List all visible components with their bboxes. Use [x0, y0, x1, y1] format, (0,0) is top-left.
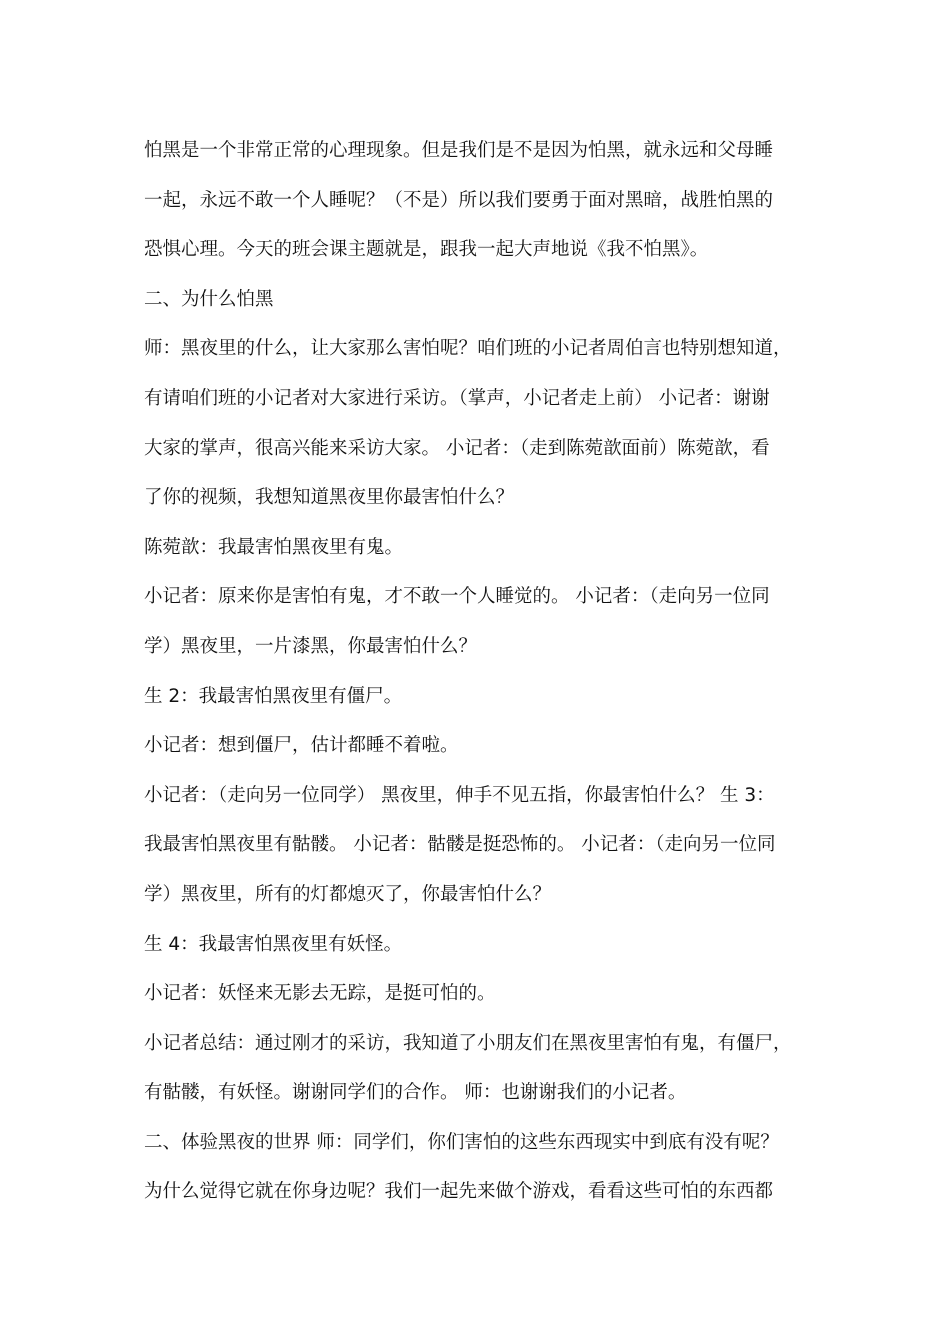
text-line: 学）黑夜里，一片漆黑，你最害怕什么？	[144, 635, 478, 657]
text-line: 生 2：我最害怕黑夜里有僵尸。	[144, 685, 403, 707]
document-body	[144, 126, 824, 1217]
section-heading: 二、体验黑夜的世界 师：同学们，你们害怕的这些东西现实中到底有没有呢？	[144, 1131, 779, 1153]
text-line: 小记者总结：通过刚才的采访，我知道了小朋友们在黑夜里害怕有鬼，有僵尸，	[144, 1032, 792, 1054]
text-line: 恐惧心理。今天的班会课主题就是，跟我一起大声地说《我不怕黑》。	[144, 239, 709, 261]
text-line: 小记者：（走向另一位同学） 黑夜里，伸手不见五指，你最害怕什么？ 生 3：	[144, 784, 775, 806]
text-line: 我最害怕黑夜里有骷髅。 小记者：骷髅是挺恐怖的。 小记者：（走向另一位同	[144, 834, 776, 856]
text-line: 小记者：原来你是害怕有鬼，才不敢一个人睡觉的。 小记者：（走向另一位同	[144, 586, 770, 608]
text-line: 了你的视频，我想知道黑夜里你最害怕什么？	[144, 487, 515, 509]
text-line: 为什么觉得它就在你身边呢？我们一起先来做个游戏，看看这些可怕的东西都	[144, 1181, 774, 1203]
text-line: 小记者：想到僵尸，估计都睡不着啦。	[144, 735, 459, 757]
text-line: 生 4：我最害怕黑夜里有妖怪。	[144, 933, 403, 955]
text-line: 师：黑夜里的什么，让大家那么害怕呢？咱们班的小记者周伯言也特别想知道，	[144, 338, 792, 360]
text-line: 小记者：妖怪来无影去无踪，是挺可怕的。	[144, 983, 496, 1005]
text-line: 有骷髅，有妖怪。谢谢同学们的合作。 师：也谢谢我们的小记者。	[144, 1082, 687, 1104]
text-line: 大家的掌声，很高兴能来采访大家。 小记者：（走到陈菀歆面前）陈菀歆，看	[144, 437, 770, 459]
text-line: 有请咱们班的小记者对大家进行采访。（掌声，小记者走上前） 小记者：谢谢	[144, 387, 770, 409]
text-line: 学）黑夜里，所有的灯都熄灭了，你最害怕什么？	[144, 883, 552, 905]
text-line: 一起，永远不敢一个人睡呢？（不是）所以我们要勇于面对黑暗，战胜怕黑的	[144, 189, 774, 211]
section-heading: 二、为什么怕黑	[144, 288, 274, 310]
text-line: 陈菀歆：我最害怕黑夜里有鬼。	[144, 536, 404, 558]
text-line: 怕黑是一个非常正常的心理现象。但是我们是不是因为怕黑，就永远和父母睡	[144, 140, 774, 161]
